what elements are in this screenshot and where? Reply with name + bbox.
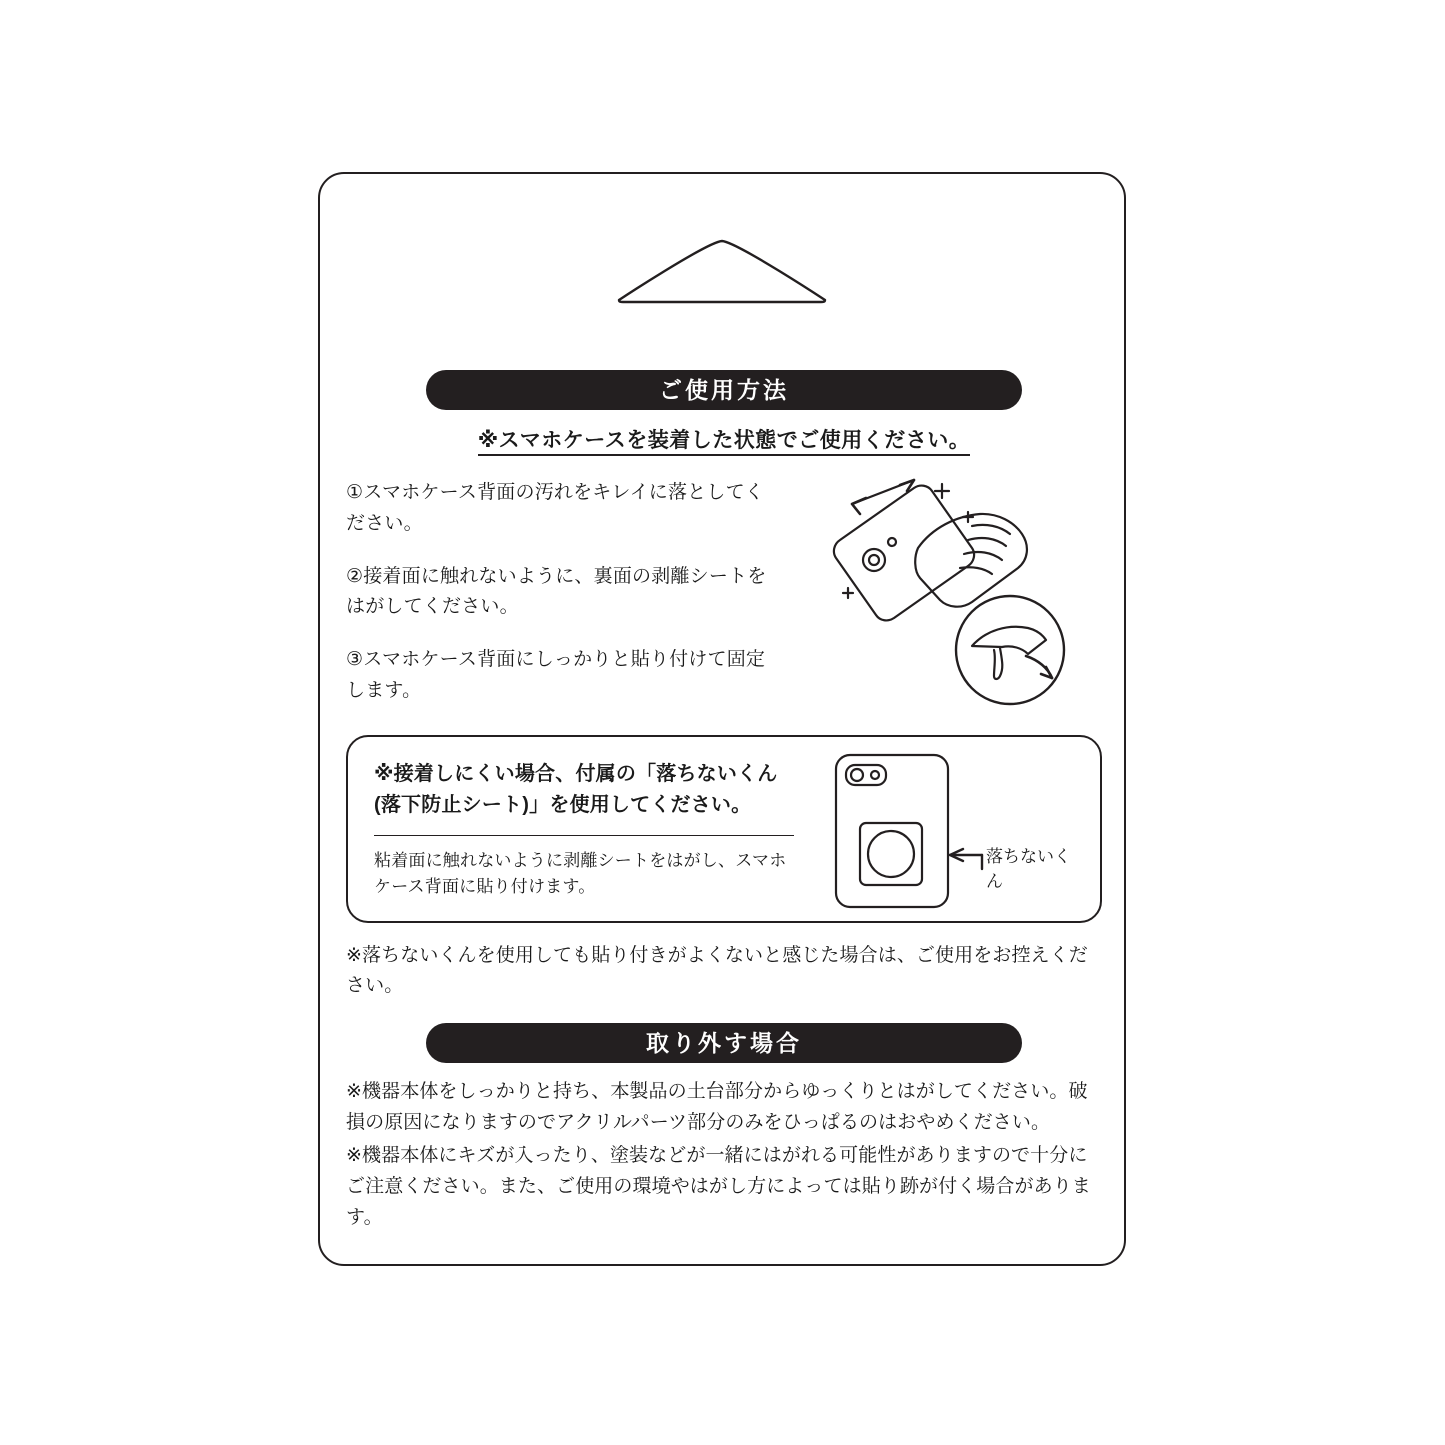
usage-subtitle-text: ※スマホケースを装着した状態でご使用ください。	[478, 429, 970, 456]
usage-illustrations	[822, 468, 1092, 708]
instruction-content	[320, 370, 1128, 1235]
note-divider	[374, 835, 794, 836]
wiping-phone-case-illustration	[834, 480, 1027, 620]
adhesion-note-heading: ※接着しにくい場合、付属の「落ちないくん(落下防止シート)」を使用してください。	[374, 763, 778, 816]
peeling-release-sheet-illustration	[956, 596, 1064, 704]
adhesion-note-body: 粘着面に触れないように剥離シートをはがし、スマホケース背面に貼り付けます。	[374, 851, 787, 897]
usage-steps-block	[346, 478, 1102, 713]
adhesion-caution-text: ※落ちないくんを使用しても貼り付きがよくないと感じた場合は、ご使用をお控えください。	[346, 944, 1088, 997]
usage-section-header: ご使用方法	[426, 370, 1022, 410]
ochinaikun-callout-label: 落ちないくん	[986, 847, 1071, 891]
package-card	[318, 172, 1126, 1266]
usage-step-1: ①スマホケース背面の汚れをキレイに落としてください。	[346, 482, 764, 534]
removal-body	[346, 1077, 1102, 1233]
usage-step-3: ③スマホケース背面にしっかりと貼り付けて固定します。	[346, 649, 766, 701]
removal-paragraph-2: ※機器本体にキズが入ったり、塗装などが一緒にはがれる可能性がありますので十分にご注意ください。また、ご使用の環境やはがし方によっては貼り跡が付く場合があります。	[346, 1145, 1091, 1228]
removal-section-header: 取り外す場合	[426, 1023, 1022, 1063]
removal-paragraph-1: ※機器本体をしっかりと持ち、本製品の土台部分からゆっくりとはがしてください。破損の原因になりますのでアクリルパーツ部分のみをひっぱるのはおやめください。	[346, 1081, 1088, 1134]
removal-section	[346, 1023, 1102, 1233]
adhesion-note-box	[346, 735, 1102, 923]
usage-steps-text	[346, 478, 776, 707]
usage-step-2: ②接着面に触れないように、裏面の剥離シートをはがしてください。	[346, 565, 767, 618]
hang-hole	[607, 236, 837, 304]
usage-subtitle	[346, 424, 1102, 454]
